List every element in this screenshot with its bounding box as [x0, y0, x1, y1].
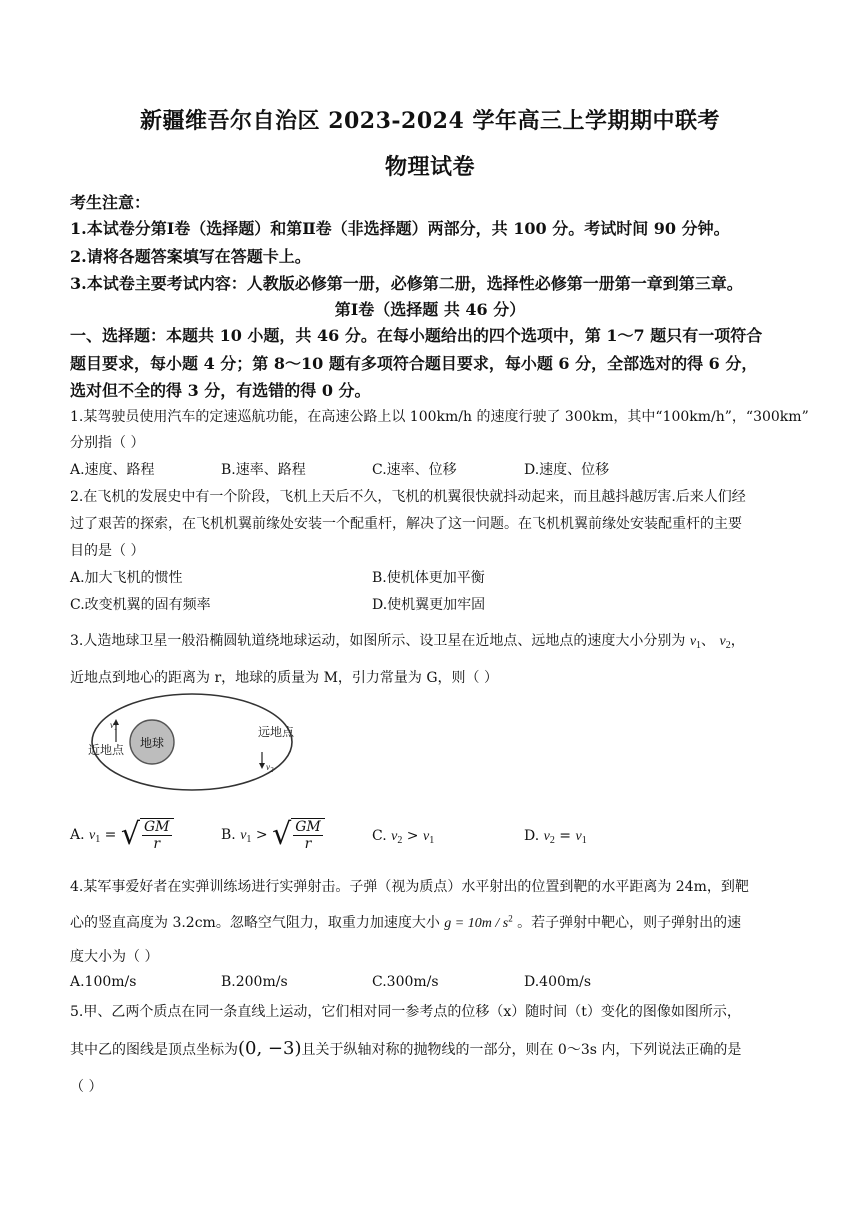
q4-g-expression: $g = 10m / s^2$ [444, 913, 513, 931]
q4-stem-text-a: 心的竖直高度为 3.2cm。忽略空气阻力，取重力加速度大小 [70, 915, 440, 931]
q5-vertex: (0, −3) [238, 1038, 302, 1059]
q5-stem-text-b: 且关于纵轴对称的抛物线的一部分，则在 0～3s 内，下列说法正确的是 [301, 1042, 742, 1058]
section-instructions-1: 一、选择题：本题共 10 小题，共 46 分。在每小题给出的四个选项中，第 1～7 题只有一项符合 [70, 326, 763, 345]
q2-option-b: B.使机体更加平衡 [372, 570, 485, 586]
apogee-label: 远地点 [258, 725, 295, 739]
section-title: 第Ⅰ卷（选择题 共 46 分） [334, 300, 526, 319]
q3-option-b: B. $v_1$ > √ $\frac{GM}{r}$ [221, 818, 325, 852]
q3-v1-symbol: $v_1$ [689, 634, 702, 651]
q3-option-b-label: B. [221, 827, 236, 843]
q3-option-c-label: C. [372, 828, 387, 844]
q4-stem-text-b: 。若子弹射中靶心，则子弹射出的速 [517, 915, 742, 931]
orbit-ellipse [92, 694, 292, 790]
perigee-label: 近地点 [88, 743, 125, 757]
q4-option-a: A.100m/s [70, 974, 137, 990]
q1-option-d: D.速度、位移 [524, 462, 610, 478]
q5-stem-line-2 [70, 1038, 795, 1059]
q3-option-a-den: r [153, 836, 161, 852]
q1-stem-line-1: 1.某驾驶员使用汽车的定速巡航功能，在高速公路上以 100km/h 的速度行驶了 300km，其中“100km/h”，“300km” [70, 409, 809, 425]
q2-stem-line-2: 过了艰苦的探索，在飞机机翼前缘处安装一个配重杆，解决了这一问题。在飞机机翼前缘处安装配重杆的主要 [70, 516, 742, 532]
earth-label: 地球 [139, 736, 165, 750]
q1-option-b: B.速率、路程 [221, 462, 306, 478]
q1-option-c: C.速率、位移 [372, 462, 457, 478]
orbit-figure [70, 690, 340, 800]
exam-subtitle: 物理试卷 [384, 154, 475, 180]
v1-label: $v_1$ [110, 720, 118, 732]
q4-option-c: C.300m/s [372, 974, 439, 990]
q3-option-b-den: r [304, 836, 312, 852]
exam-title: 新疆维吾尔自治区 2023-2024 学年高三上学期期中联考 [140, 108, 720, 134]
q3-v2-symbol: $v_2$ [719, 634, 731, 651]
v2-label: $v_2$ [266, 762, 274, 774]
q3-option-d-label: D. [524, 828, 540, 844]
q3-option-a: A. $v_1$ = √ $\frac{GM}{r}$ [70, 818, 174, 852]
q4-stem-line-2 [70, 912, 795, 932]
q2-option-d: D.使机翼更加牢固 [372, 597, 486, 613]
notice-item-1: 1.本试卷分第Ⅰ卷（选择题）和第Ⅱ卷（非选择题）两部分，共 100 分。考试时间 90 分钟。 [70, 219, 730, 238]
q5-stem-line-1: 5.甲、乙两个质点在同一条直线上运动，它们相对同一参考点的位移（x）随时间（t）变化的图像如图所示， [70, 1004, 741, 1020]
notice-item-2: 2.请将各题答案填写在答题卡上。 [70, 247, 311, 266]
q3-stem-line-2: 近地点到地心的距离为 r，地球的质量为 M，引力常量为 G，则（ ） [70, 670, 499, 686]
q2-stem-line-1: 2.在飞机的发展史中有一个阶段，飞机上天后不久，飞机的机翼很快就抖动起来，而且越抖越厉害.后来人们经 [70, 489, 746, 505]
q3-option-d: D. $v_2 = v_1$ [524, 828, 587, 846]
q4-option-d: D.400m/s [524, 974, 592, 990]
q1-option-a: A.速度、路程 [70, 462, 155, 478]
q5-stem-text-a: 其中乙的图线是顶点坐标为 [70, 1042, 238, 1058]
v2-arrowhead [259, 763, 265, 769]
section-instructions-3: 选对但不全的得 3 分，有选错的得 0 分。 [70, 381, 371, 400]
q2-option-a: A.加大飞机的惯性 [70, 570, 183, 586]
notice-heading: 考生注意： [70, 193, 151, 212]
q3-option-b-num: GM [295, 819, 321, 835]
q4-option-b: B.200m/s [221, 974, 288, 990]
q3-option-a-label: A. [70, 827, 85, 843]
notice-item-3: 3.本试卷主要考试内容：人教版必修第一册，必修第二册，选择性必修第一册第一章到第三章。 [70, 274, 743, 293]
q3-options [70, 812, 795, 856]
q3-stem-line-1: 3.人造地球卫星一般沿椭圆轨道绕地球运动，如图所示、设卫星在近地点、远地点的速度大小分别为 $v_1$、 $v_2$， [70, 633, 745, 651]
q3-option-c: C. $v_2 > v_1$ [372, 828, 435, 846]
section-instructions-2: 题目要求，每小题 4 分；第 8～10 题有多项符合题目要求，每小题 6 分，全部选对的得 6 分， [70, 354, 758, 373]
q4-stem-line-3: 度大小为（ ） [70, 949, 159, 965]
q3-option-a-num: GM [144, 819, 170, 835]
q1-stem-line-2: 分别指（ ） [70, 435, 145, 451]
q4-stem-line-1: 4.某军事爱好者在实弹训练场进行实弹射击。子弹（视为质点）水平射出的位置到靶的水平距离为 24m，到靶 [70, 879, 749, 895]
q3-stem-text: 3.人造地球卫星一般沿椭圆轨道绕地球运动，如图所示、设卫星在近地点、远地点的速度大小分别为 [70, 633, 686, 649]
q2-option-c: C.改变机翼的固有频率 [70, 597, 211, 613]
q5-stem-line-3: （ ） [70, 1079, 103, 1095]
q2-stem-line-3: 目的是（ ） [70, 543, 145, 559]
